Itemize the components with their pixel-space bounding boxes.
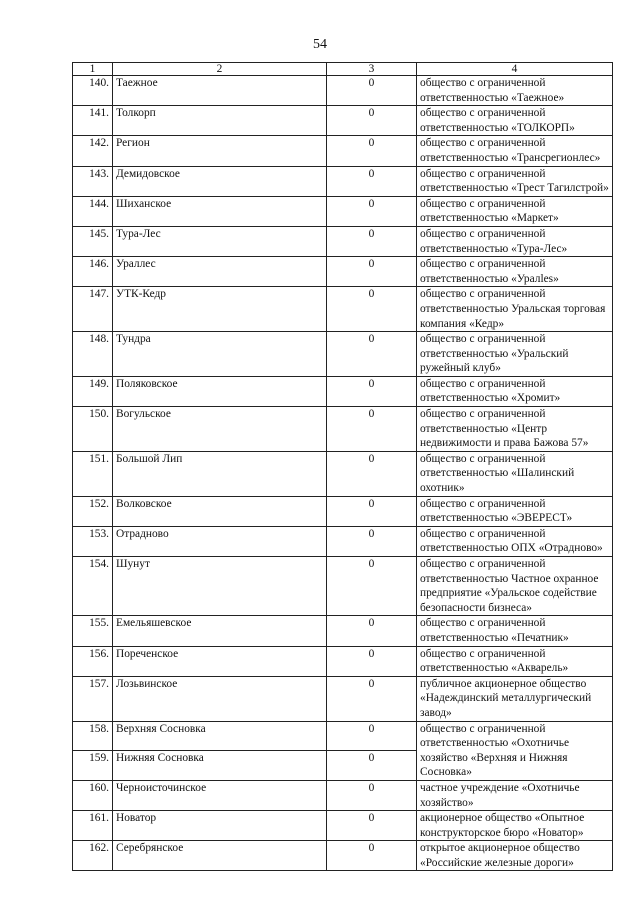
table-row xyxy=(73,496,613,526)
row-number: 142. xyxy=(73,136,113,166)
area-name: Отрадново xyxy=(113,526,327,556)
organization: общество с ограниченной ответственностью «Маркет» xyxy=(417,196,613,226)
area-name: Таежное xyxy=(113,76,327,106)
column-header-1: 1 xyxy=(73,63,113,76)
table-row xyxy=(73,811,613,841)
row-number: 159. xyxy=(73,751,113,781)
area-code: 0 xyxy=(327,646,417,676)
area-name: Шиханское xyxy=(113,196,327,226)
area-code: 0 xyxy=(327,376,417,406)
row-number: 156. xyxy=(73,646,113,676)
row-number: 148. xyxy=(73,332,113,377)
organization: публичное акционерное общество «Надеждинский металлургический завод» xyxy=(417,676,613,721)
organization: частное учреждение «Охотничье хозяйство» xyxy=(417,780,613,810)
table-row xyxy=(73,526,613,556)
organization: открытое акционерное общество «Российские железные дороги» xyxy=(417,841,613,871)
organization: общество с ограниченной ответственностью «Шалинский охотник» xyxy=(417,451,613,496)
organization: акционерное общество «Опытное конструкторское бюро «Новатор» xyxy=(417,811,613,841)
table-row xyxy=(73,676,613,721)
area-code: 0 xyxy=(327,136,417,166)
area-code: 0 xyxy=(327,557,417,616)
area-code: 0 xyxy=(327,407,417,452)
table-row xyxy=(73,407,613,452)
area-code: 0 xyxy=(327,676,417,721)
area-name: Толкорп xyxy=(113,106,327,136)
organizations-table xyxy=(72,62,613,871)
area-name: Серебрянское xyxy=(113,841,327,871)
area-name: Вогульское xyxy=(113,407,327,452)
area-code: 0 xyxy=(327,526,417,556)
area-code: 0 xyxy=(327,496,417,526)
area-code: 0 xyxy=(327,751,417,781)
table-row xyxy=(73,106,613,136)
area-code: 0 xyxy=(327,76,417,106)
row-number: 143. xyxy=(73,166,113,196)
area-code: 0 xyxy=(327,811,417,841)
area-name: Волковское xyxy=(113,496,327,526)
organization: общество с ограниченной ответственностью «Центр недвижимости и права Бажова 57» xyxy=(417,407,613,452)
row-number: 152. xyxy=(73,496,113,526)
row-number: 160. xyxy=(73,780,113,810)
row-number: 147. xyxy=(73,287,113,332)
area-code: 0 xyxy=(327,166,417,196)
area-name: Тундра xyxy=(113,332,327,377)
area-code: 0 xyxy=(327,841,417,871)
area-code: 0 xyxy=(327,226,417,256)
row-number: 144. xyxy=(73,196,113,226)
table-header-row xyxy=(73,63,613,76)
column-header-4: 4 xyxy=(417,63,613,76)
row-number: 157. xyxy=(73,676,113,721)
area-code: 0 xyxy=(327,257,417,287)
area-name: Новатор xyxy=(113,811,327,841)
row-number: 141. xyxy=(73,106,113,136)
area-name: Шунут xyxy=(113,557,327,616)
table-row xyxy=(73,226,613,256)
row-number: 158. xyxy=(73,721,113,751)
organization: общество с ограниченной ответственностью «Акварель» xyxy=(417,646,613,676)
area-name: Регион xyxy=(113,136,327,166)
row-number: 145. xyxy=(73,226,113,256)
area-name: Емельяшевское xyxy=(113,616,327,646)
organization: общество с ограниченной ответственностью «Таежное» xyxy=(417,76,613,106)
area-name: Лозьвинское xyxy=(113,676,327,721)
table-row xyxy=(73,557,613,616)
column-header-3: 3 xyxy=(327,63,417,76)
table-row xyxy=(73,287,613,332)
table-row xyxy=(73,257,613,287)
row-number: 161. xyxy=(73,811,113,841)
area-code: 0 xyxy=(327,451,417,496)
organization: общество с ограниченной ответственностью ОПХ «Отрадново» xyxy=(417,526,613,556)
table-row xyxy=(73,376,613,406)
area-code: 0 xyxy=(327,332,417,377)
table-row xyxy=(73,136,613,166)
row-number: 154. xyxy=(73,557,113,616)
area-name: Черноисточинское xyxy=(113,780,327,810)
organization: общество с ограниченной ответственностью Частное охранное предприятие «Уральское содействие безопасности бизнеса» xyxy=(417,557,613,616)
row-number: 162. xyxy=(73,841,113,871)
row-number: 149. xyxy=(73,376,113,406)
page-number: 54 xyxy=(313,37,327,52)
area-name: Пореченское xyxy=(113,646,327,676)
row-number: 146. xyxy=(73,257,113,287)
table-row xyxy=(73,451,613,496)
area-code: 0 xyxy=(327,196,417,226)
table-row xyxy=(73,780,613,810)
organization: общество с ограниченной ответственностью «Трансрегионлес» xyxy=(417,136,613,166)
table-row xyxy=(73,332,613,377)
area-code: 0 xyxy=(327,616,417,646)
organization: общество с ограниченной ответственностью «Трест Тагилстрой» xyxy=(417,166,613,196)
area-name: Ураллес xyxy=(113,257,327,287)
area-name: Нижняя Сосновка xyxy=(113,751,327,781)
column-header-2: 2 xyxy=(113,63,327,76)
organization: общество с ограниченной ответственностью «ЭВЕРЕСТ» xyxy=(417,496,613,526)
organization: общество с ограниченной ответственностью «Уральский ружейный клуб» xyxy=(417,332,613,377)
area-code: 0 xyxy=(327,287,417,332)
row-number: 140. xyxy=(73,76,113,106)
table-row xyxy=(73,646,613,676)
area-name: Верхняя Сосновка xyxy=(113,721,327,751)
area-name: Тура-Лес xyxy=(113,226,327,256)
row-number: 150. xyxy=(73,407,113,452)
organization: общество с ограниченной ответственностью «Хромит» xyxy=(417,376,613,406)
organization: общество с ограниченной ответственностью «ТОЛКОРП» xyxy=(417,106,613,136)
table-row xyxy=(73,166,613,196)
organization: общество с ограниченной ответственностью «Тура-Лес» xyxy=(417,226,613,256)
table-row xyxy=(73,76,613,106)
organization-merged: общество с ограниченной ответственностью «Охотничье хозяйство «Верхняя и Нижняя Сосновка» xyxy=(417,721,613,780)
row-number: 155. xyxy=(73,616,113,646)
table-row xyxy=(73,721,613,751)
row-number: 153. xyxy=(73,526,113,556)
table-row xyxy=(73,196,613,226)
table-row xyxy=(73,841,613,871)
area-code: 0 xyxy=(327,780,417,810)
area-name: Поляковское xyxy=(113,376,327,406)
area-name: Большой Лип xyxy=(113,451,327,496)
area-name: УТК-Кедр xyxy=(113,287,327,332)
area-code: 0 xyxy=(327,721,417,751)
table-row xyxy=(73,616,613,646)
area-name: Демидовское xyxy=(113,166,327,196)
organization: общество с ограниченной ответственностью «Уралles» xyxy=(417,257,613,287)
row-number: 151. xyxy=(73,451,113,496)
organization: общество с ограниченной ответственностью «Печатник» xyxy=(417,616,613,646)
organization: общество с ограниченной ответственностью Уральская торговая компания «Кедр» xyxy=(417,287,613,332)
area-code: 0 xyxy=(327,106,417,136)
